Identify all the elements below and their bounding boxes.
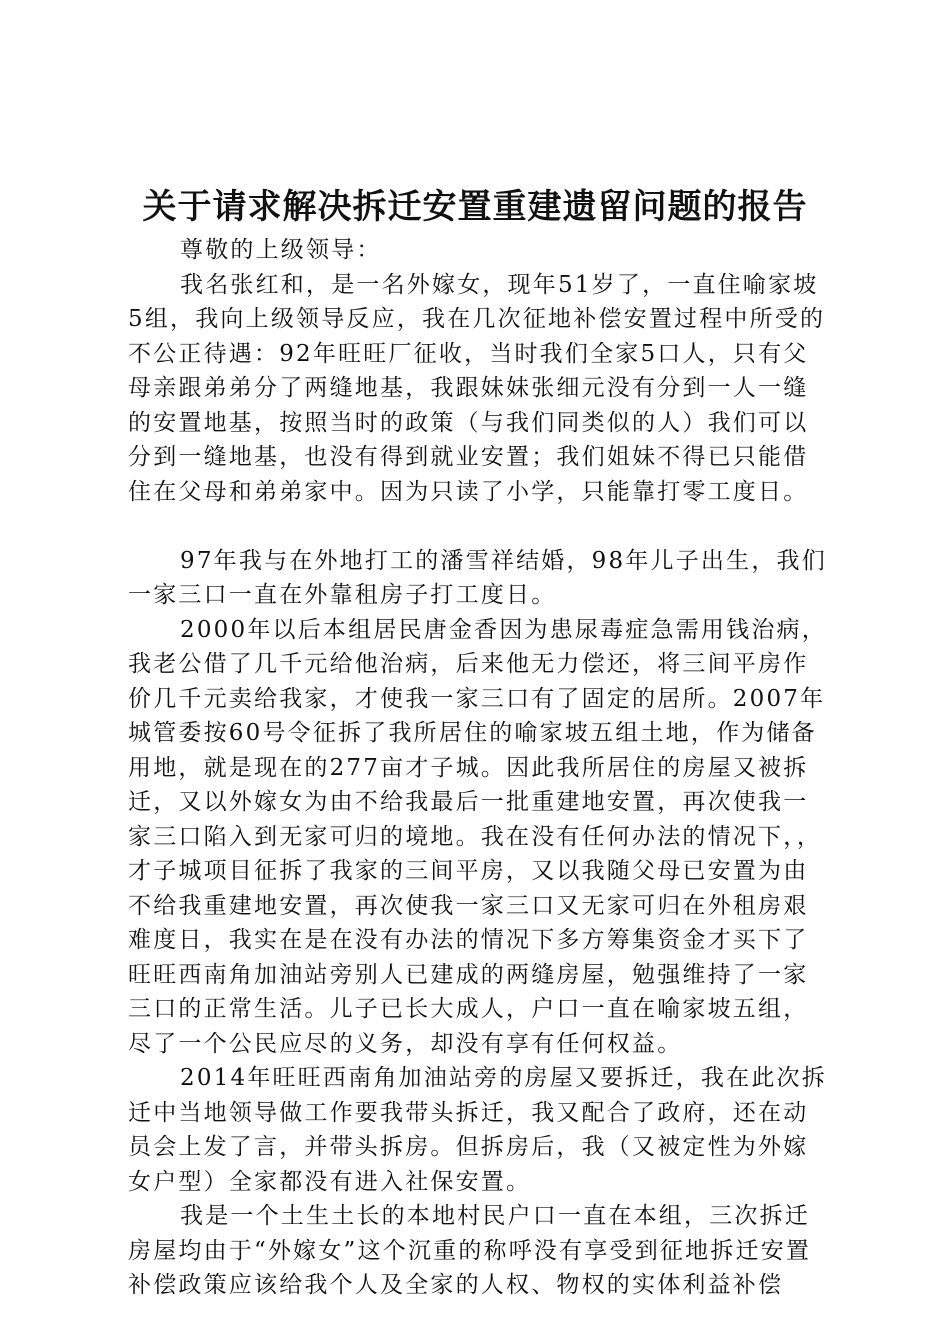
document-title: 关于请求解决拆迁安置重建遗留问题的报告 bbox=[142, 187, 808, 227]
paragraph-4: 2014年旺旺西南角加油站旁的房屋又要拆迁，我在此次拆迁中当地领导做工作要我带头拆迁，我又配合了政府，还在动员会上发了言，并带头拆房。但拆房后，我（又被定性为外嫁女户型）全家都没有进入社保安置。 bbox=[128, 1065, 827, 1195]
paragraph-3: 2000年以后本组居民唐金香因为患尿毒症急需用钱治病，我老公借了几千元给他治病，后来他无力偿还，将三间平房作价几千元卖给我家，才使我一家三口有了固定的居所。2007年城管委按60号令征拆了我所居住的喻家坡五组土地，作为储备用地，就是现在的277亩才子城。因此我所居住的房屋又被拆迁，又以外嫁女为由不给我最后一批重建地安置，再次使我一家三口陷入到无家可归的境地。我在没有任何办法的情况下，，才子城项目征拆了我家的三间平房，又以我随父母已安置为由不给我重建地安置，再次使我一家三口又无家可归在外租房艰难度日，我实在是在没有办法的情况下多方筹集资金才买下了旺旺西南角加油站旁别人已建成的两缝房屋，勉强维持了一家三口的正常生活。儿子已长大成人，户口一直在喻家坡五组，尽了一个公民应尽的义务，却没有享有任何权益。 bbox=[128, 616, 827, 1057]
paragraph-5: 我是一个土生土长的本地村民户口一直在本组，三次拆迁房屋均由于“外嫁女”这个沉重的称呼没有享受到征地拆迁安置补偿政策应该给我个人及全家的人权、物权的实体利益补偿 bbox=[128, 1203, 812, 1298]
document-body bbox=[128, 233, 828, 1303]
paragraph-1: 我名张红和，是一名外嫁女，现年51岁了，一直住喻家坡5组，我向上级领导反应，我在几次征地补偿安置过程中所受的不公正待遇：92年旺旺厂征收，当时我们全家5口人，只有父母亲跟弟弟分了两缝地基，我跟妹妹张细元没有分到一人一缝的安置地基，按照当时的政策（与我们同类似的人）我们可以分到一缝地基，也没有得到就业安置；我们姐妹不得已只能借住在父母和弟弟家中。因为只读了小学，只能靠打零工度日。 bbox=[128, 271, 826, 505]
salutation: 尊敬的上级领导： bbox=[180, 237, 382, 263]
paragraph-spacer bbox=[128, 509, 828, 544]
paragraph-2: 97年我与在外地打工的潘雪祥结婚，98年儿子出生，我们一家三口一直在外靠租房子打工度日。 bbox=[128, 547, 827, 608]
